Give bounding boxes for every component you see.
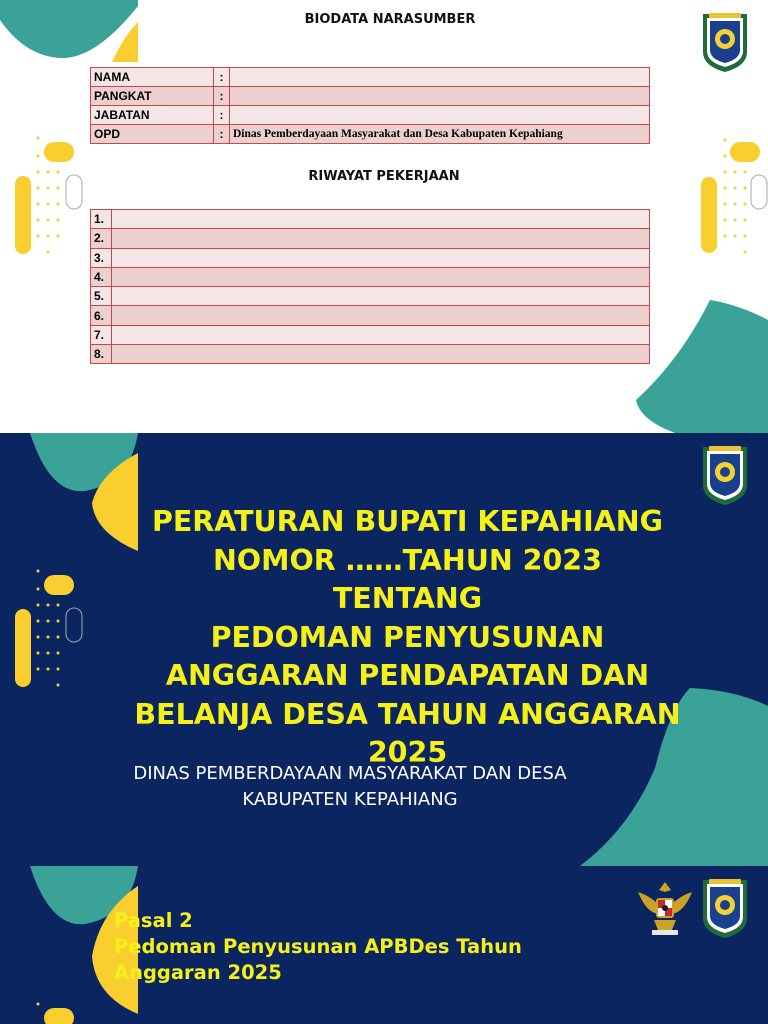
row-number: 4. [91,267,112,286]
biodata-table [90,67,650,144]
title-line: ANGGARAN PENDAPATAN DAN [165,659,650,692]
title-line: BELANJA DESA TAHUN ANGGARAN [134,697,681,731]
title-line: 2025 [367,736,448,769]
decor-dots-right [690,135,768,270]
row-label: OPD [91,125,214,144]
organization-name [80,761,620,813]
pasal-line: Pasal 2 [114,909,193,932]
table-row [91,125,650,144]
row-label: NAMA [91,68,214,87]
table-row [91,106,650,125]
section-heading: RIWAYAT PEKERJAAN [308,169,460,184]
title-line: NOMOR ……TAHUN 2023 [213,543,602,577]
row-separator: : [214,106,230,125]
row-number: 6. [91,306,112,325]
row-separator: : [214,87,230,106]
row-number: 8. [91,345,112,364]
row-value [112,248,650,267]
job-history-table [90,209,650,364]
regulation-title [95,503,720,773]
row-separator: : [214,68,230,87]
row-label: JABATAN [91,106,214,125]
table-row [91,87,650,106]
row-value [112,287,650,306]
table-row [91,210,650,229]
row-value [112,267,650,286]
pasal-line: Pedoman Penyusunan APBDes Tahun [114,935,522,958]
garuda-pancasila-icon [636,878,694,938]
kepahiang-emblem-icon [701,875,749,941]
pasal-heading [114,908,634,986]
row-value [112,210,650,229]
row-separator: : [214,125,230,144]
decor-dots-left [0,130,90,270]
table-row [91,267,650,286]
row-number: 3. [91,248,112,267]
table-row [91,248,650,267]
pasal-line: Anggaran 2025 [114,961,282,984]
table-row [91,345,650,364]
row-number: 5. [91,287,112,306]
row-value [112,229,650,248]
decor-shape-bottom-right [630,300,768,433]
row-number: 2. [91,229,112,248]
title-line: PEDOMAN PENYUSUNAN [210,620,605,654]
org-line: DINAS PEMBERDAYAAN MASYARAKAT DAN DESA [133,763,567,784]
slide-pasal [0,866,768,1024]
table-row [91,229,650,248]
decor-dots-left [0,563,90,703]
row-number: 1. [91,210,112,229]
page-title: BIODATA NARASUMBER [304,12,476,27]
title-line: TENTANG [332,582,483,615]
row-number: 7. [91,325,112,344]
table-row [91,325,650,344]
row-value [112,325,650,344]
table-row [91,68,650,87]
title-line: PERATURAN BUPATI KEPAHIANG [151,505,664,538]
row-value [230,68,650,87]
row-label: PANGKAT [91,87,214,106]
row-value [112,306,650,325]
row-value: Dinas Pemberdayaan Masyarakat dan Desa Kabupaten Kepahiang [230,125,650,144]
row-value [230,87,650,106]
row-value [112,345,650,364]
slide-title [0,433,768,866]
kepahiang-emblem-icon [701,442,749,508]
table-row [91,287,650,306]
table-row [91,306,650,325]
org-line: KABUPATEN KEPAHIANG [242,789,458,810]
row-value [230,106,650,125]
slide-biodata [0,0,768,433]
